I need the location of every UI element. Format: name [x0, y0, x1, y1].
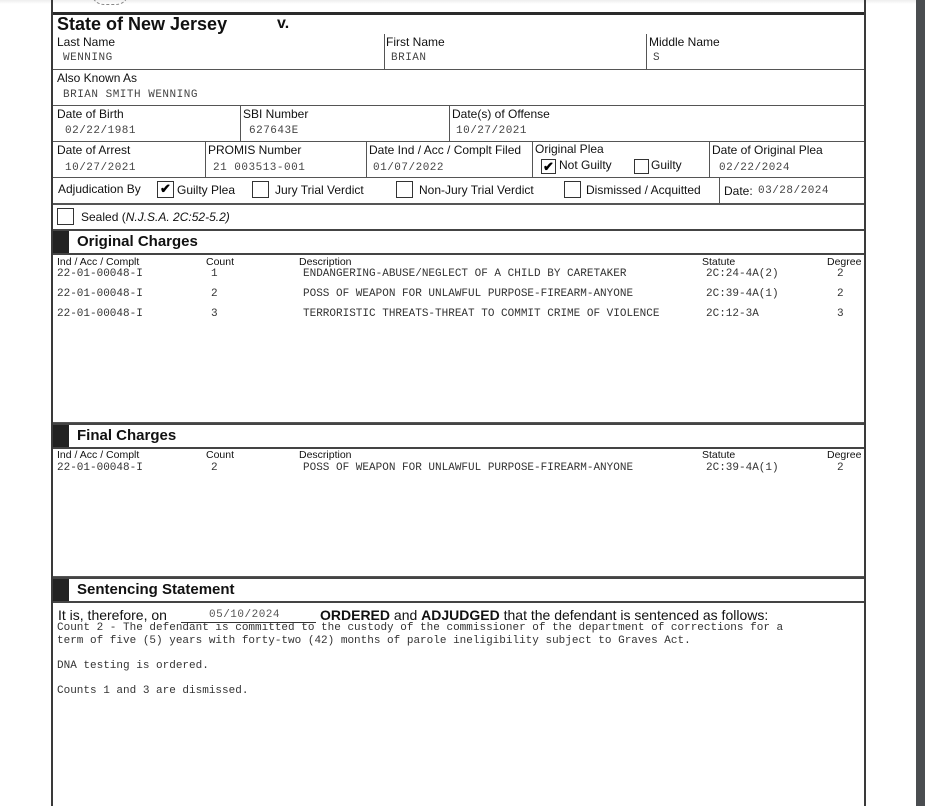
adjudication-date-value: 03/28/2024 — [758, 185, 830, 197]
case-title: State of New Jersey — [57, 14, 228, 34]
non-jury-trial-verdict-checkbox[interactable] — [396, 181, 413, 198]
offense-date-label: Date(s) of Offense — [452, 107, 550, 121]
original-plea-date-value: 02/22/2024 — [719, 162, 791, 174]
charge-description: POSS OF WEAPON FOR UNLAWFUL PURPOSE-FIREARM-ANYONE — [303, 288, 634, 300]
section-marker — [53, 579, 69, 601]
guilty-label: Guilty — [651, 158, 682, 172]
divider — [53, 105, 864, 106]
charge-degree: 2 — [837, 288, 844, 300]
non-jury-trial-verdict-label: Non-Jury Trial Verdict — [419, 183, 534, 197]
final-charges-header — [53, 423, 864, 449]
sbi-label: SBI Number — [243, 107, 309, 121]
sealed-checkbox[interactable] — [57, 208, 74, 225]
col-statute: Statute — [702, 256, 736, 268]
filed-date-value: 01/07/2022 — [373, 162, 445, 174]
sentencing-title: Sentencing Statement — [77, 581, 235, 598]
col-statute: Statute — [702, 449, 736, 461]
sentencing-header — [53, 577, 864, 603]
original-charges-title: Original Charges — [77, 233, 198, 250]
charge-degree: 2 — [837, 268, 844, 280]
versus-label: v. — [277, 15, 290, 32]
sentencing-line: Counts 1 and 3 are dismissed. — [57, 685, 249, 697]
charge-statute: 2C:39-4A(1) — [706, 288, 779, 300]
court-seal-icon — [91, 0, 129, 5]
col-degree: Degree — [827, 449, 862, 461]
divider — [53, 141, 864, 142]
last-name-label: Last Name — [57, 35, 116, 49]
divider — [53, 177, 864, 178]
charge-degree: 2 — [837, 462, 844, 474]
original-plea-label: Original Plea — [535, 142, 604, 156]
divider — [366, 141, 367, 177]
col-description: Description — [299, 449, 352, 461]
sentencing-date: 05/10/2024 — [209, 609, 281, 621]
filed-date-label: Date Ind / Acc / Complt Filed — [369, 143, 522, 157]
not-guilty-label: Not Guilty — [559, 158, 612, 172]
col-description: Description — [299, 256, 352, 268]
dob-value: 02/22/1981 — [65, 125, 137, 137]
guilty-plea-label: Guilty Plea — [177, 183, 236, 197]
col-count: Count — [206, 449, 235, 461]
guilty-plea-checkbox[interactable]: ✔ — [157, 181, 174, 198]
divider — [646, 34, 647, 70]
sentencing-line: DNA testing is ordered. — [57, 660, 209, 672]
divider — [240, 105, 241, 141]
dismissed-acquitted-label: Dismissed / Acquitted — [586, 183, 701, 197]
ordered-adjudged-text: ORDERED and ADJUDGED that the defendant is sentenced as follows: — [320, 607, 769, 623]
judgment-form — [51, 0, 866, 806]
arrest-date-label: Date of Arrest — [57, 143, 131, 157]
col-ind: Ind / Acc / Complt — [57, 449, 140, 461]
adjudication-date-label: Date: — [724, 184, 753, 198]
jury-trial-verdict-checkbox[interactable] — [252, 181, 269, 198]
last-name-value: WENNING — [63, 52, 113, 64]
sentencing-intro: It is, therefore, on — [58, 607, 167, 623]
col-ind: Ind / Acc / Complt — [57, 256, 140, 268]
charge-degree: 3 — [837, 308, 844, 320]
charge-ind: 22-01-00048-I — [57, 288, 143, 300]
aka-label: Also Known As — [57, 71, 138, 85]
section-marker — [53, 425, 69, 447]
divider — [205, 141, 206, 177]
divider — [384, 34, 385, 70]
final-charges-title: Final Charges — [77, 427, 177, 444]
sbi-value: 627643E — [249, 125, 299, 137]
col-count: Count — [206, 256, 235, 268]
section-marker — [53, 231, 69, 253]
sealed-label: Sealed (N.J.S.A. 2C:52-5.2) — [81, 210, 230, 224]
arrest-date-value: 10/27/2021 — [65, 162, 137, 174]
sentencing-line: Count 2 - The defendant is committed to the custody of the commissioner of the department of corrections for a — [57, 622, 784, 634]
offense-date-value: 10/27/2021 — [456, 125, 528, 137]
divider — [719, 177, 720, 203]
divider — [532, 141, 533, 177]
charge-ind: 22-01-00048-I — [57, 308, 143, 320]
promis-label: PROMIS Number — [208, 143, 302, 157]
dismissed-acquitted-checkbox[interactable] — [564, 181, 581, 198]
divider — [449, 105, 450, 141]
first-name-label: First Name — [386, 35, 445, 49]
promis-value: 21 003513-001 — [213, 162, 306, 174]
divider — [53, 69, 864, 70]
dob-label: Date of Birth — [57, 107, 124, 121]
charge-ind: 22-01-00048-I — [57, 268, 143, 280]
first-name-value: BRIAN — [391, 52, 427, 64]
col-degree: Degree — [827, 256, 862, 268]
charge-count: 3 — [211, 308, 218, 320]
charge-description: ENDANGERING-ABUSE/NEGLECT OF A CHILD BY CARETAKER — [303, 268, 627, 280]
original-plea-date-label: Date of Original Plea — [712, 143, 823, 157]
charge-statute: 2C:24-4A(2) — [706, 268, 779, 280]
charge-count: 2 — [211, 288, 218, 300]
charge-count: 2 — [211, 462, 218, 474]
scrollbar[interactable] — [916, 0, 925, 806]
jury-trial-verdict-label: Jury Trial Verdict — [275, 183, 364, 197]
original-charges-header — [53, 229, 864, 255]
aka-value: BRIAN SMITH WENNING — [63, 89, 198, 101]
charge-statute: 2C:12-3A — [706, 308, 759, 320]
charge-description: TERRORISTIC THREATS-THREAT TO COMMIT CRIME OF VIOLENCE — [303, 308, 660, 320]
divider — [709, 141, 710, 177]
adjudication-label: Adjudication By — [58, 182, 141, 196]
middle-name-label: Middle Name — [649, 35, 720, 49]
charge-description: POSS OF WEAPON FOR UNLAWFUL PURPOSE-FIREARM-ANYONE — [303, 462, 634, 474]
charge-ind: 22-01-00048-I — [57, 462, 143, 474]
guilty-checkbox[interactable] — [634, 159, 649, 174]
middle-name-value: S — [653, 52, 661, 64]
charge-count: 1 — [211, 268, 218, 280]
not-guilty-checkbox[interactable]: ✔ — [541, 159, 556, 174]
sentencing-line: term of five (5) years with forty-two (42) months of parole ineligibility subject to Graves Act. — [57, 635, 691, 647]
charge-statute: 2C:39-4A(1) — [706, 462, 779, 474]
divider — [53, 203, 864, 205]
